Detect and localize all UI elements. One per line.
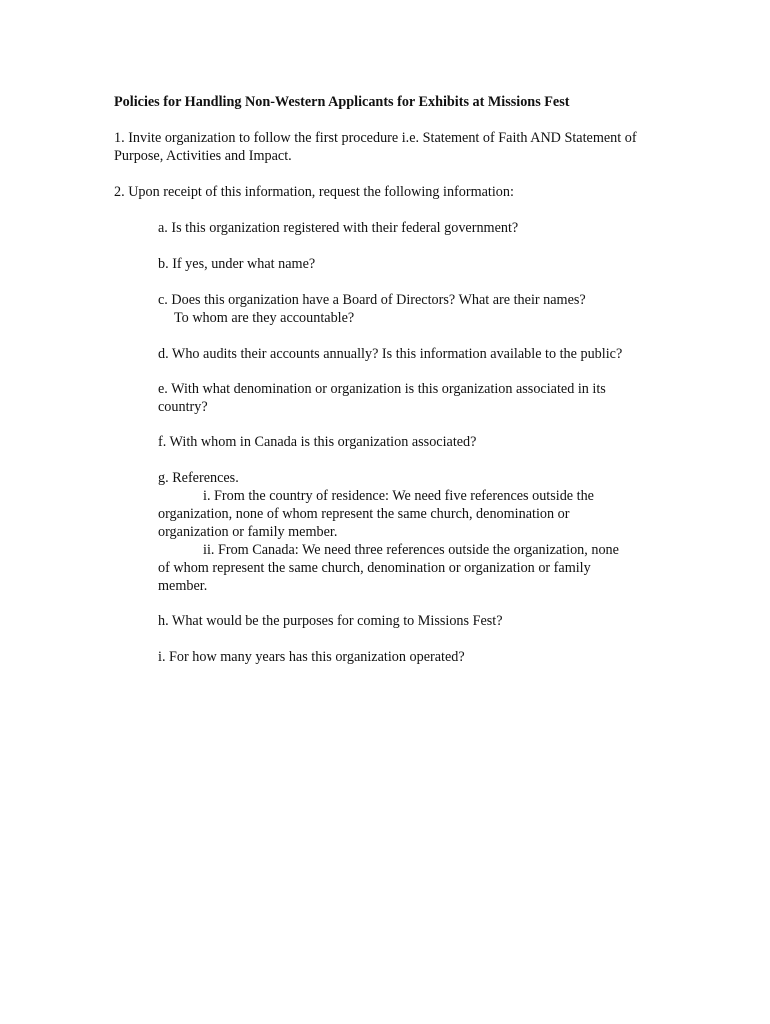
question-a-text: a. Is this organization registered with their federal government?	[158, 220, 519, 236]
policy-item-2: 2. Upon receipt of this information, request the following information:	[114, 184, 514, 200]
question-g-references	[158, 469, 658, 595]
question-d-text: d. Who audits their accounts annually? Is this information available to the public?	[158, 346, 623, 362]
question-e	[158, 380, 648, 416]
reference-i-rest: organization, none of whom represent the same church, denomination or organization or family member.	[158, 506, 570, 540]
question-c-line1: c. Does this organization have a Board of Directors? What are their names?	[158, 292, 586, 308]
question-i	[158, 648, 668, 666]
question-d	[158, 345, 668, 363]
question-b-text: b. If yes, under what name?	[158, 256, 316, 272]
question-c-line2: To whom are they accountable?	[174, 310, 355, 326]
question-a	[158, 219, 668, 237]
question-f	[158, 433, 668, 451]
question-h-text: h. What would be the purposes for coming to Missions Fest?	[158, 613, 503, 629]
question-i-text: i. For how many years has this organization operated?	[158, 649, 465, 665]
question-h	[158, 612, 668, 630]
policy-item-1: 1. Invite organization to follow the first procedure i.e. Statement of Faith AND Statement of Purpose, Activities and Impact.	[114, 130, 637, 164]
question-c	[158, 291, 668, 327]
reference-ii-line1: ii. From Canada: We need three references outside the organization, none	[203, 542, 619, 558]
question-f-text: f. With whom in Canada is this organization associated?	[158, 434, 477, 450]
question-e-text: e. With what denomination or organization is this organization associated in its country?	[158, 381, 606, 415]
question-g-heading: g. References.	[158, 470, 239, 486]
reference-i-line1: i. From the country of residence: We need five references outside the	[203, 488, 594, 504]
document-title: Policies for Handling Non-Western Applicants for Exhibits at Missions Fest	[114, 94, 570, 110]
reference-ii-rest: of whom represent the same church, denomination or organization or family member.	[158, 560, 591, 594]
question-b	[158, 255, 668, 273]
